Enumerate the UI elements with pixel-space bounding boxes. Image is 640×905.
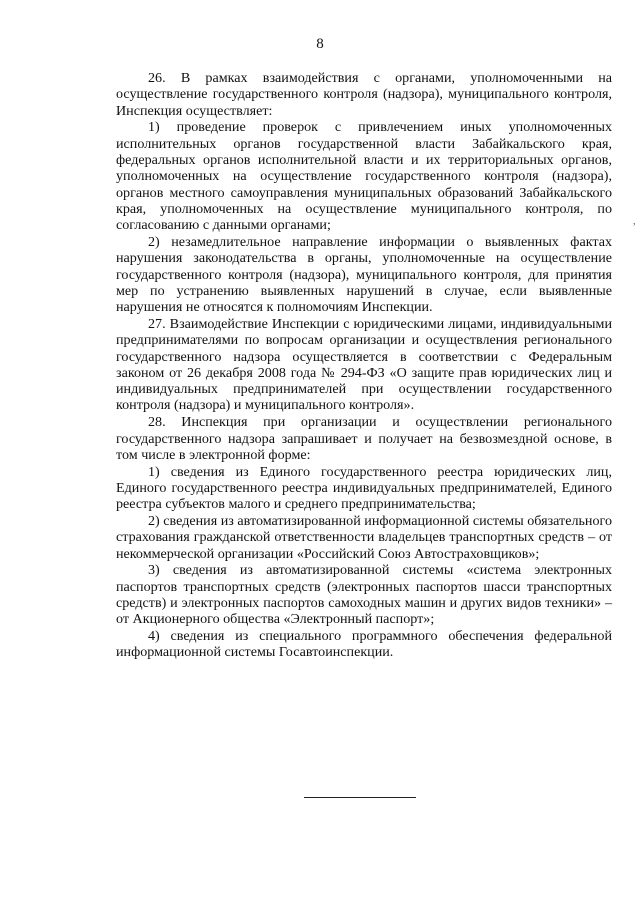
paragraph-28-item-4: 4) сведения из специального программного обеспечения федеральной информационной системы Госавтоинспекции. xyxy=(116,628,612,661)
paragraph-28-item-3: 3) сведения из автоматизированной системы «система электронных паспортов транспортных средств (электронных паспортов шасси транспортных средств) и электронных паспортов самоходных машин и других видов техники» – от Акционерного общества «Электронный паспорт»; xyxy=(116,562,612,628)
margin-mark: , xyxy=(633,216,636,227)
paragraph-27: 27. Взаимодействие Инспекции с юридическими лицами, индивидуальными предпринимателями по вопросам организации и осуществления регионального государственного надзора осуществляется в соответствии с Федеральным законом от 26 декабря 2008 года № 294-ФЗ «О защите прав юридических лиц и индивидуальных предпринимателей при осуществлении государственного контроля (надзора) и муниципального контроля». xyxy=(116,315,612,414)
paragraph-26-item-2: 2) незамедлительное направление информации о выявленных фактах нарушения законодательства в органы, уполномоченные на осуществление государственного контроля (надзора), муниципального контроля, для принятия мер по устранению выявленных нарушений в случае, если выявленные нарушения не относятся к полномочиям Инспекции. xyxy=(116,233,612,316)
paragraph-26-item-1: 1) проведение проверок с привлечением иных уполномоченных исполнительных органов государственной власти Забайкальского края, федеральных органов исполнительной власти и их территориальных органов, уполномоченных на осуществление государственного контроля (надзора), органов местного самоуправления муниципальных образований Забайкальского края, уполномоченных на осуществление муниципального контроля, по согласованию с данными органами; xyxy=(116,119,612,234)
paragraph-26: 26. В рамках взаимодействия с органами, уполномоченными на осуществление государственного контроля (надзора), муниципального контроля, Инспекция осуществляет: xyxy=(116,70,612,119)
page-number: 8 xyxy=(316,36,324,52)
document-body xyxy=(116,70,612,661)
paragraph-28: 28. Инспекция при организации и осуществлении регионального государственного надзора запрашивает и получает на безвозмездной основе, в том числе в электронной форме: xyxy=(116,414,612,463)
end-of-document-line xyxy=(304,797,416,798)
paragraph-28-item-1: 1) сведения из Единого государственного реестра юридических лиц, Единого государственного реестра индивидуальных предпринимателей, Единого реестра субъектов малого и среднего предпринимательства; xyxy=(116,463,612,513)
paragraph-28-item-2: 2) сведения из автоматизированной информационной системы обязательного страхования гражданской ответственности владельцев транспортных средств – от некоммерческой организации «Российский Союз Автостраховщиков»; xyxy=(116,513,612,562)
